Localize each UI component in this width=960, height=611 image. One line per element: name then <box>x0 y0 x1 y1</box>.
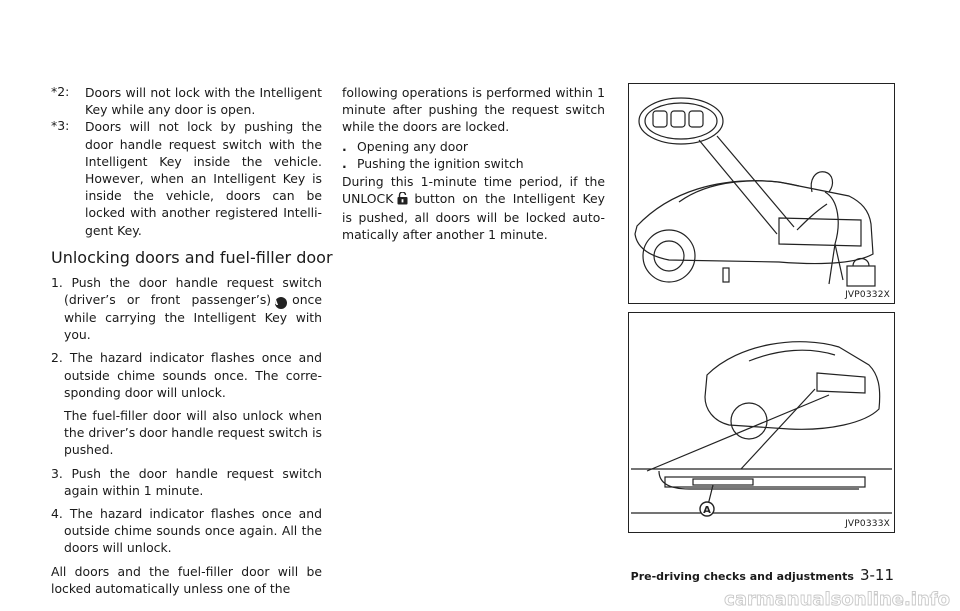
luggage-bag <box>847 266 875 286</box>
figure-key-and-car-rear <box>628 83 895 304</box>
note-label: *2: <box>51 84 70 99</box>
wheel <box>643 230 695 282</box>
page-number: 3-11 <box>859 566 894 584</box>
car-rear-switch-illustration <box>629 313 894 532</box>
page-footer <box>631 566 894 584</box>
timing-text-b: button on the Intelligent Key is pushed, all doors will be locked auto-matically after another 1 minute. <box>342 190 605 243</box>
step-2-note: The fuel-filler door will also unlock when the driver’s door handle request switch is pushed. <box>64 408 322 458</box>
footer-section-title: Pre-driving checks and adjustments <box>630 570 854 583</box>
step-2: 2. The hazard indicator flashes once and outside chime sounds once. The corre-sponding door will unlock. <box>51 350 322 400</box>
figure-code: JVP0333X <box>845 519 890 529</box>
note-text: Doors will not lock with the Intelligent Key while any door is open. <box>85 85 322 118</box>
callout-a-marker: A <box>275 297 287 309</box>
unlock-key-icon <box>397 192 408 209</box>
note-2 <box>51 84 322 118</box>
step-1-text-a: 1. Push the door handle request switch (driver’s or front passenger’s) <box>51 274 322 308</box>
section-heading: Unlocking doors and fuel-filler door <box>51 247 333 267</box>
intro-paragraph: following operations is performed within 1 minute after pushing the request switch while the doors are locked. <box>342 85 605 135</box>
bullet-item <box>342 139 605 154</box>
left-column <box>51 84 333 597</box>
middle-column <box>342 84 605 243</box>
step-3: 3. Push the door handle request switch again within 1 minute. <box>51 465 322 498</box>
step-1 <box>51 274 322 344</box>
closing-paragraph: All doors and the fuel-filler door will be locked automatically unless one of the <box>51 563 322 596</box>
bullet-item <box>342 156 605 171</box>
timing-text-a: During this 1-minute time period, if the UNLOCK <box>342 173 605 206</box>
timing-paragraph <box>342 173 605 244</box>
bullet-dot-icon: . <box>342 155 347 171</box>
car-body-outline <box>635 181 873 264</box>
note-3 <box>51 118 322 238</box>
person-body <box>825 192 838 284</box>
step-4: 4. The hazard indicator flashes once and outside chime sounds once again. All the doors will unlock. <box>51 506 322 556</box>
bullet-text: Pushing the ignition switch <box>357 155 524 171</box>
intelligent-key-fob <box>639 98 723 144</box>
note-label: *3: <box>51 118 70 134</box>
svg-text:carmanualsonline.info: carmanualsonline.info <box>724 589 950 610</box>
figure-code: JVP0332X <box>845 290 890 300</box>
figure-car-rear-switch <box>628 312 895 533</box>
door-handle-request-switch <box>693 479 753 485</box>
car-rear-with-key-illustration <box>629 84 894 303</box>
bullet-dot-icon: . <box>342 138 347 154</box>
step-1-text-b: once while carrying the Intelligent Key with you. <box>64 292 322 343</box>
watermark-logo <box>692 586 952 610</box>
callout-a-label: A <box>703 505 711 516</box>
bullet-text: Opening any door <box>357 138 469 154</box>
note-text: Doors will not lock by pushing the door handle request switch with the Intelligent Key inside the vehicle. However, when an Intelligent Key is inside the vehicle, doors can be locked with another registered Intelli-gent Key. <box>85 119 322 238</box>
door-handle-outline <box>659 471 859 489</box>
